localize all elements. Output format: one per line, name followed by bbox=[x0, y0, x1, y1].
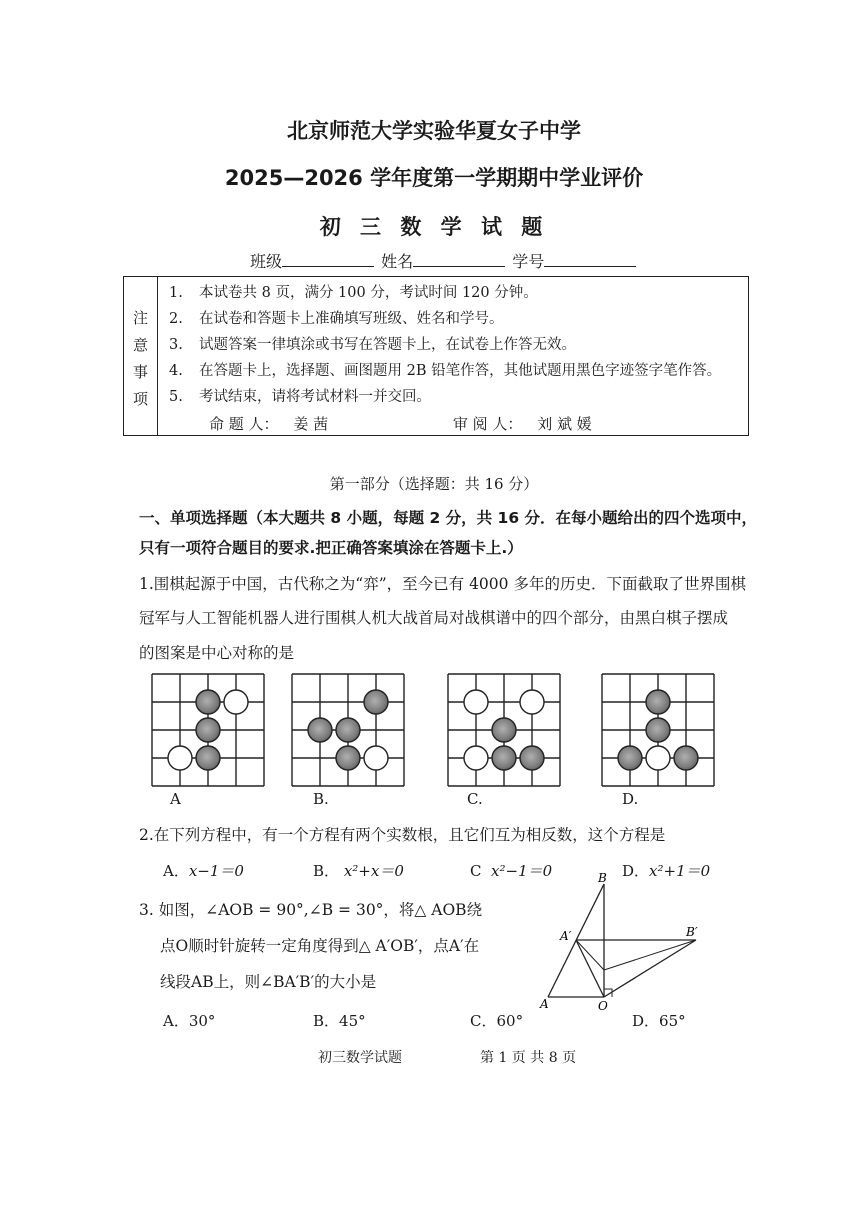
q3-line2: 点O顺时针旋转一定角度得到△ A′OB′，点A′在 bbox=[160, 937, 480, 955]
q3-triangle-figure bbox=[530, 872, 710, 1012]
q3-option-b[interactable]: B．45° bbox=[313, 1012, 366, 1030]
q1-option-b[interactable]: B. bbox=[313, 790, 329, 808]
q3-option-c[interactable]: C．60° bbox=[470, 1012, 524, 1030]
white-stone bbox=[646, 746, 670, 770]
label-a: A bbox=[540, 997, 549, 1011]
part1-title: 第一部分（选择题：共 16 分） bbox=[329, 475, 539, 493]
black-stone bbox=[308, 718, 332, 742]
student-info bbox=[250, 249, 638, 272]
label-b: B bbox=[598, 872, 607, 885]
name-blank[interactable] bbox=[413, 252, 505, 267]
id-label: 学号 bbox=[512, 252, 545, 271]
q3-line3: 线段AB上，则∠BA′B′的大小是 bbox=[160, 973, 377, 991]
q2-option-c[interactable]: C x²−1＝0 bbox=[470, 862, 553, 880]
q3-option-d[interactable]: D．65° bbox=[632, 1012, 686, 1030]
white-stone bbox=[168, 746, 192, 770]
reviewer-name: 刘 斌 媛 bbox=[537, 415, 592, 433]
black-stone bbox=[492, 718, 516, 742]
white-stone bbox=[520, 690, 544, 714]
black-stone bbox=[336, 718, 360, 742]
section-heading-line2: 只有一项符合题目的要求.把正确答案填涂在答题卡上.） bbox=[139, 539, 523, 557]
black-stone bbox=[196, 690, 220, 714]
notes-box bbox=[123, 276, 749, 436]
q2-option-b[interactable]: B． x²+x＝0 bbox=[313, 862, 404, 880]
q1-line3: 的图案是中心对称的是 bbox=[139, 644, 295, 662]
black-stone bbox=[196, 746, 220, 770]
side-char: 事 bbox=[133, 363, 149, 381]
go-board-figures bbox=[140, 670, 740, 810]
side-char: 注 bbox=[133, 309, 149, 327]
black-stone bbox=[618, 746, 642, 770]
term-title: 2025—2026 学年度第一学期期中学业评价 bbox=[224, 166, 644, 190]
note-item: 5. 考试结束，请将考试材料一并交回。 bbox=[169, 389, 431, 405]
label-o: O bbox=[598, 999, 608, 1012]
q3-line1: 3. 如图，∠AOB = 90°,∠B = 30°，将△ AOB绕 bbox=[139, 901, 483, 919]
black-stone bbox=[520, 746, 544, 770]
go-board bbox=[448, 674, 560, 786]
q1-option-c[interactable]: C. bbox=[467, 790, 483, 808]
q1-option-d[interactable]: D. bbox=[622, 790, 639, 808]
school-title: 北京师范大学实验华夏女子中学 bbox=[287, 119, 581, 143]
section-heading-line1: 一、单项选择题（本大题共 8 小题，每题 2 分，共 16 分．在每小题给出的四个选项中， bbox=[139, 509, 758, 527]
note-item: 1. 本试卷共 8 页，满分 100 分，考试时间 120 分钟。 bbox=[169, 285, 538, 301]
black-stone bbox=[336, 746, 360, 770]
go-board bbox=[602, 674, 714, 786]
author-name: 姜 茜 bbox=[293, 415, 329, 433]
id-blank[interactable] bbox=[544, 252, 636, 267]
side-char: 项 bbox=[133, 390, 149, 408]
class-blank[interactable] bbox=[282, 252, 374, 267]
white-stone bbox=[464, 746, 488, 770]
q2-stem: 2.在下列方程中，有一个方程有两个实数根，且它们互为相反数，这个方程是 bbox=[139, 826, 666, 844]
black-stone bbox=[646, 690, 670, 714]
white-stone bbox=[364, 746, 388, 770]
footer-page: 第 1 页 共 8 页 bbox=[480, 1050, 577, 1066]
q1-line1: 1.围棋起源于中国，古代称之为“弈”，至今已有 4000 多年的历史．下面截取了世界围棋 bbox=[139, 575, 746, 593]
q1-line2: 冠军与人工智能机器人进行围棋人机大战首局对战棋谱中的四个部分，由黑白棋子摆成 bbox=[139, 609, 729, 627]
label-a-prime: A′ bbox=[560, 929, 572, 943]
white-stone bbox=[224, 690, 248, 714]
note-item: 4. 在答题卡上，选择题、画图题用 2B 铅笔作答，其他试题用黑色字迹签字笔作答。 bbox=[169, 363, 722, 379]
name-label: 姓名 bbox=[381, 252, 414, 271]
q1-option-a[interactable]: A bbox=[170, 790, 181, 808]
black-stone bbox=[364, 690, 388, 714]
black-stone bbox=[196, 718, 220, 742]
q3-option-a[interactable]: A．30° bbox=[163, 1012, 216, 1030]
author-label: 命 题 人： bbox=[209, 415, 279, 433]
note-item: 2. 在试卷和答题卡上准确填写班级、姓名和学号。 bbox=[169, 311, 504, 327]
label-b-prime: B′ bbox=[686, 925, 698, 939]
class-label: 班级 bbox=[250, 252, 283, 271]
reviewer-label: 审 阅 人： bbox=[452, 415, 523, 433]
go-board bbox=[292, 674, 404, 786]
white-stone bbox=[464, 690, 488, 714]
footer-subject: 初三数学试题 bbox=[318, 1050, 402, 1066]
side-char: 意 bbox=[133, 336, 149, 354]
black-stone bbox=[492, 746, 516, 770]
note-item: 3. 试题答案一律填涂或书写在答题卡上，在试卷上作答无效。 bbox=[169, 337, 576, 353]
authors-line bbox=[209, 413, 592, 434]
go-board bbox=[152, 674, 264, 786]
black-stone bbox=[674, 746, 698, 770]
q2-option-a[interactable]: A．x−1＝0 bbox=[163, 862, 244, 880]
q2-option-d[interactable]: D．x²+1＝0 bbox=[622, 862, 711, 880]
subject-title: 初 三 数 学 试 题 bbox=[319, 215, 549, 239]
notes-side-label bbox=[124, 277, 158, 435]
black-stone bbox=[646, 718, 670, 742]
